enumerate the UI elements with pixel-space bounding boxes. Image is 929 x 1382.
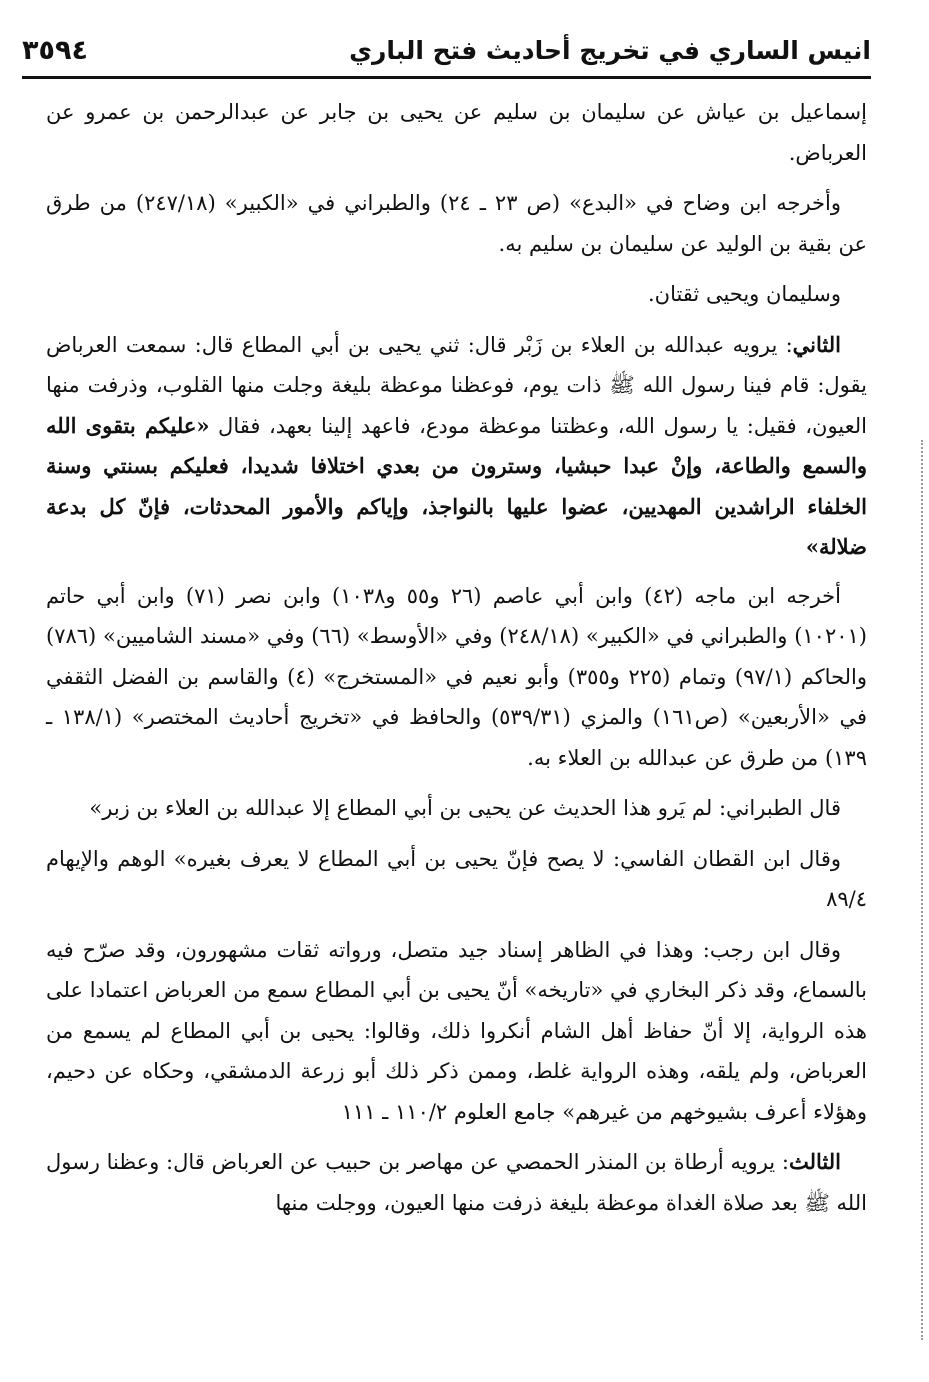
paragraph-grading-1 bbox=[46, 274, 867, 315]
paragraph-text: وقال ابن رجب: وهذا في الظاهر إسناد جيد متصل، ورواته ثقات مشهورون، وقد صرّح فيه بالسماع، وقد ذكر البخاري في «تاريخه» أنّ يحيى بن أبي المطاع سمع من العرباض اعتمادا على هذه الرواية، إلا أنّ حفاظ أهل الشام أنكروا ذلك، وقالوا: يحيى بن أبي المطاع لم يسمع من العرباض، ولم يلقه، وهذه الرواية غلط، وممن ذكر ذلك أبو زرعة الدمشقي، وحكاه عن دحيم، وهؤلاء أعرف بشيوخهم من غيرهم» جامع العلوم ١١٠/٢ ـ ١١١ bbox=[46, 937, 867, 1124]
paragraph-continuation bbox=[46, 92, 867, 173]
paragraph-second-route bbox=[46, 325, 867, 568]
paragraph-text: قال الطبراني: لم يَرو هذا الحديث عن يحيى بن أبي المطاع إلا عبدالله بن العلاء بن زبر» bbox=[89, 796, 841, 820]
section-lead-second: الثاني bbox=[792, 331, 841, 357]
header-divider bbox=[22, 76, 871, 79]
paragraph-third-route bbox=[46, 1142, 867, 1223]
paragraph-takhrij-1 bbox=[46, 183, 867, 264]
paragraph-text: وسليمان ويحيى ثقتان. bbox=[647, 282, 841, 306]
paragraph-takhrij-2 bbox=[46, 576, 867, 779]
hadith-quote: «عليكم بتقوى الله والسمع والطاعة، وإنْ عبدا حبشيا، وسترون من بعدي اختلافا شديدا، فعليكم بسنتي وسنة الخلفاء الراشدين المهديين، عضوا عليها بالنواجذ، وإياكم والأمور المحدثات، فإنّ كل بدعة ضلالة» bbox=[46, 412, 867, 559]
paragraph-ibn-qattan-comment bbox=[46, 839, 867, 920]
scan-edge-marks bbox=[918, 440, 923, 1340]
section-lead-third: الثالث bbox=[789, 1149, 841, 1174]
paragraph-text: وقال ابن القطان الفاسي: لا يصح فإنّ يحيى بن أبي المطاع لا يعرف بغيره» الوهم والإيهام ٨٩/٤ bbox=[46, 846, 867, 911]
main-text bbox=[46, 92, 867, 1233]
paragraph-text: وأخرجه ابن وضاح في «البدع» (ص ٢٣ ـ ٢٤) والطبراني في «الكبير» (٢٤٧/١٨) من طرق عن بقية بن الوليد عن سليمان بن سليم به. bbox=[46, 191, 867, 256]
paragraph-tabarani-comment bbox=[46, 788, 867, 829]
paragraph-text: : يرويه عبدالله بن العلاء بن زَبْر قال: ثني يحيى بن أبي المطاع قال: سمعت العرباض يقول: قام فينا رسول الله ﷺ ذات يوم، فوعظنا موعظة بليغة وجلت منها القلوب، وذرفت منها العيون، فقيل: يا رسول الله، وعظتنا موعظة مودع، فاعهد إلينا بعهد، فقال bbox=[46, 332, 867, 438]
paragraph-text: : يرويه أرطاة بن المنذر الحمصي عن مهاصر بن حبيب عن العرباض قال: وعظنا رسول الله ﷺ بعد صلاة الغداة موعظة بليغة ذرفت منها العيون، ووجلت منها bbox=[46, 1150, 867, 1215]
paragraph-text: إسماعيل بن عياش عن سليمان بن سليم عن يحيى بن جابر عن عبدالرحمن بن عمرو عن العرباض. bbox=[46, 100, 867, 165]
running-title: انيس الساري في تخريج أحاديث فتح الباري bbox=[349, 35, 871, 65]
paragraph-ibn-rajab-comment bbox=[46, 930, 867, 1133]
paragraph-text: أخرجه ابن ماجه (٤٢) وابن أبي عاصم (٢٦ و٥٥ و١٠٣٨) وابن نصر (٧١) وابن أبي حاتم (١٠٢٠١) والطبراني في «الكبير» (٢٤٨/١٨) وفي «الأوسط» (٦٦) وفي «مسند الشاميين» (٧٨٦) والحاكم (٩٧/١) وتمام (٢٢٥ و٣٥٥) وأبو نعيم في «المستخرج» (٤) والقاسم بن الفضل الثقفي في «الأربعين» (ص١٦١) والمزي (٥٣٩/٣١) والحافظ في «تخريج أحاديث المختصر» (١٣٨/١ ـ ١٣٩) من طرق عن عبدالله بن العلاء به. bbox=[46, 583, 868, 770]
page-number: ٣٥٩٤ bbox=[22, 34, 88, 66]
page-header bbox=[22, 30, 871, 70]
